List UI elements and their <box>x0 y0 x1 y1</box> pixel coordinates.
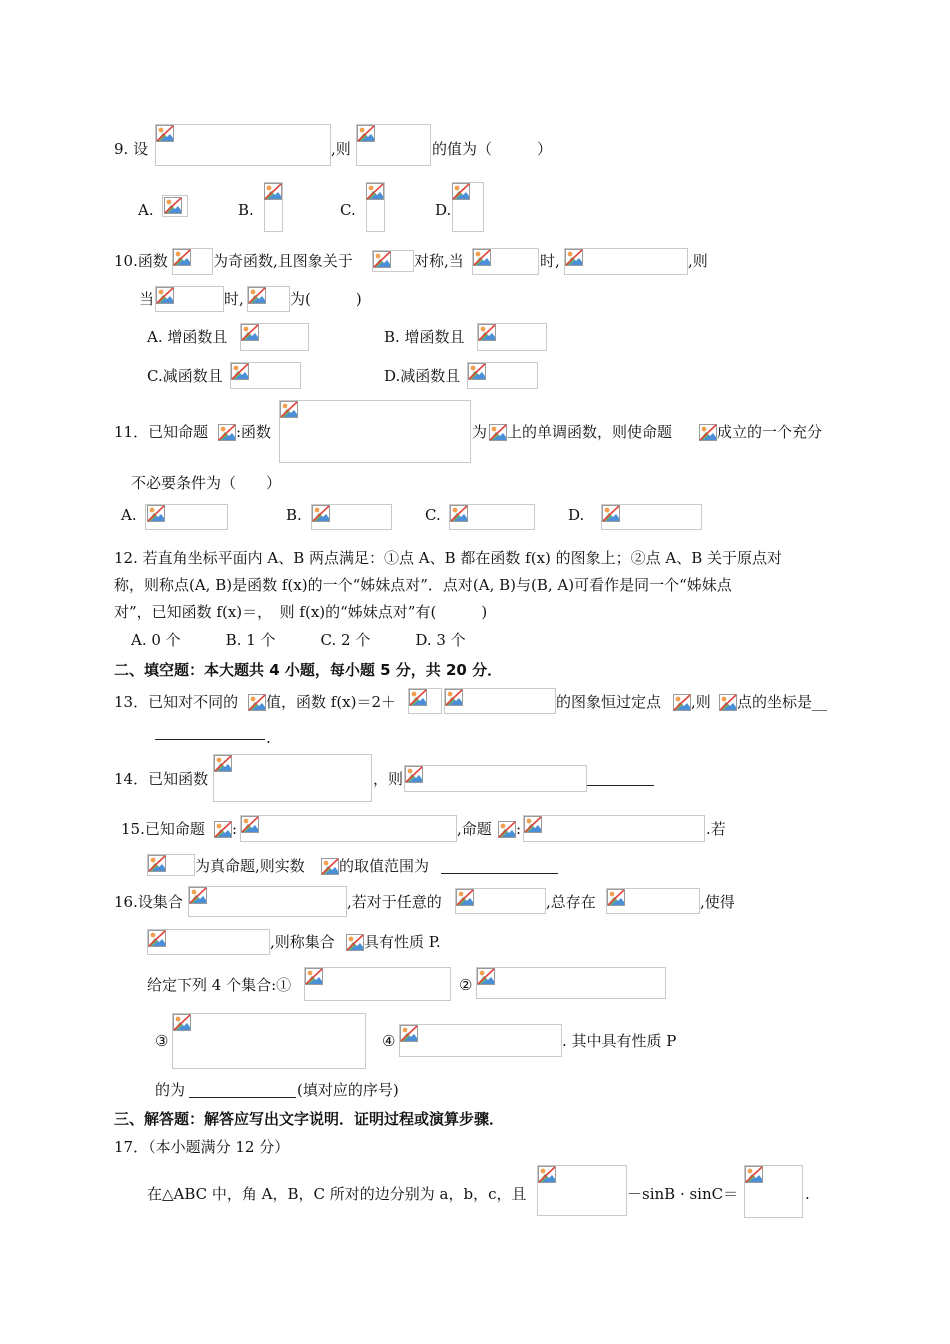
q9-option-b: B. <box>238 201 254 219</box>
q10-text-6: 当 <box>139 290 155 308</box>
q14-text-2: ，则 <box>373 770 404 788</box>
broken-image-icon <box>189 887 207 904</box>
broken-image-icon <box>699 424 717 441</box>
broken-image-icon <box>147 505 165 522</box>
q15-text-2: : <box>232 820 238 838</box>
broken-image-icon <box>452 183 470 200</box>
q11-text-2: :函数 <box>236 423 272 441</box>
formula-box <box>399 1024 562 1057</box>
q10-option-d: D.减函数且 <box>384 367 461 385</box>
broken-image-icon <box>264 183 282 200</box>
q15-text-1: 15.已知命题 <box>121 820 205 838</box>
broken-image-icon <box>673 694 691 711</box>
q17-text-2: －sinB · sinC＝ <box>627 1185 739 1203</box>
q16-text-12: 的为 <box>155 1081 186 1099</box>
broken-image-icon <box>456 889 474 906</box>
broken-image-icon <box>473 249 491 266</box>
q11-text-5: 成立的一个充分 <box>717 423 823 441</box>
broken-image-icon <box>312 505 330 522</box>
q15-text-7: 的取值范围为 <box>339 857 430 875</box>
q16-text-10: ④ <box>382 1032 396 1050</box>
q11-text-4: 上的单调函数，则使命题 <box>507 423 673 441</box>
q10-text-2: 为奇函数,且图象关于 <box>213 252 353 270</box>
q13-text-1: 13．已知对不同的 <box>114 693 239 711</box>
q14-text-1: 14．已知函数 <box>114 770 209 788</box>
q13-text-4: ,则 <box>691 693 711 711</box>
broken-image-icon <box>357 125 375 142</box>
q10-option-b: B. 增函数且 <box>384 328 465 346</box>
broken-image-icon <box>409 689 427 706</box>
q13-text-6: . <box>266 729 271 747</box>
q10-text-3: 对称,当 <box>414 252 464 270</box>
q16-text-8: ② <box>459 976 473 994</box>
section-3-heading: 三、解答题：解答应写出文字说明．证明过程或演算步骤． <box>114 1110 505 1128</box>
broken-image-icon <box>214 821 232 838</box>
q13-text-5: 点的坐标是__ <box>737 693 828 711</box>
q9-stem-mid: ,则 <box>331 140 351 158</box>
broken-image-icon <box>231 363 249 380</box>
broken-image-icon <box>164 197 182 214</box>
formula-box <box>188 886 347 917</box>
q9-option-c: C. <box>340 201 356 219</box>
broken-image-icon <box>719 694 737 711</box>
broken-image-icon <box>321 858 339 875</box>
q11-option-b: B. <box>286 506 302 524</box>
broken-image-icon <box>173 1014 191 1031</box>
q15-text-3: ,命题 <box>457 820 492 838</box>
broken-image-icon <box>498 821 516 838</box>
formula-box <box>172 1013 366 1069</box>
q9-stem-start: 9. 设 <box>114 140 149 158</box>
q16-text-7: 给定下列 4 个集合:① <box>147 976 292 994</box>
q17-text-3: . <box>805 1185 810 1203</box>
broken-image-icon <box>148 855 166 872</box>
q11-option-d: D. <box>568 506 585 524</box>
broken-image-icon <box>607 889 625 906</box>
q11-text-1: 11．已知命题 <box>114 423 209 441</box>
q9-stem-end: 的值为（ ） <box>432 140 553 158</box>
broken-image-icon <box>156 125 174 142</box>
q16-text-1: 16.设集合 <box>114 893 183 911</box>
broken-image-icon <box>346 934 364 951</box>
broken-image-icon <box>745 1166 763 1183</box>
q13-text-3: 的图象恒过定点 <box>556 693 662 711</box>
broken-image-icon <box>468 363 486 380</box>
q11-option-a: A. <box>121 506 137 524</box>
q9-option-a: A. <box>138 201 154 219</box>
q13-text-2: 值，函数 f(x)＝2＋ <box>266 693 397 711</box>
q11-option-c: C. <box>425 506 441 524</box>
answer-blank <box>441 873 558 874</box>
q16-text-5: ,则称集合 <box>270 933 335 951</box>
q12-line-1: 12. 若直角坐标平面内 A、B 两点满足：①点 A、B 都在函数 f(x) 的图象上；②点 A、B 关于原点对 <box>114 549 783 567</box>
q16-text-13: (填对应的序号) <box>297 1081 399 1099</box>
broken-image-icon <box>248 287 266 304</box>
q10-option-c: C.减函数且 <box>147 367 223 385</box>
q16-text-3: ,总存在 <box>546 893 596 911</box>
broken-image-icon <box>305 968 323 985</box>
q9-option-d: D. <box>435 201 452 219</box>
broken-image-icon <box>450 505 468 522</box>
q11-text-3: 为 <box>472 423 488 441</box>
formula-box <box>304 967 451 1001</box>
broken-image-icon <box>248 694 266 711</box>
q15-text-6: 为真命题,则实数 <box>195 857 305 875</box>
answer-blank <box>189 1097 296 1098</box>
q12-line-2: 称，则称点(A, B)是函数 f(x)的一个“姊妹点对”．点对(A, B)与(B, A)可看作是同一个“姊妹点 <box>114 576 732 594</box>
q15-text-4: : <box>516 820 522 838</box>
broken-image-icon <box>373 251 391 268</box>
formula-box <box>523 815 705 842</box>
q15-text-5: .若 <box>706 820 726 838</box>
broken-image-icon <box>477 968 495 985</box>
broken-image-icon <box>602 505 620 522</box>
q17-title: 17．（本小题满分 12 分） <box>114 1138 290 1156</box>
formula-box <box>213 754 372 802</box>
q12-options: A. 0 个 B. 1 个 C. 2 个 D. 3 个 <box>131 631 466 649</box>
q10-text-1: 10.函数 <box>114 252 168 270</box>
q16-text-2: ,若对于任意的 <box>347 893 442 911</box>
formula-box <box>240 815 457 842</box>
broken-image-icon <box>241 324 259 341</box>
answer-blank <box>155 739 265 740</box>
broken-image-icon <box>173 249 191 266</box>
broken-image-icon <box>400 1025 418 1042</box>
broken-image-icon <box>218 424 236 441</box>
broken-image-icon <box>524 816 542 833</box>
q10-text-8: 为( ) <box>290 290 362 308</box>
broken-image-icon <box>366 183 384 200</box>
section-2-heading: 二、填空题：本大题共 4 小题，每小题 5 分，共 20 分． <box>114 661 503 679</box>
q11-text-6: 不必要条件为（ ） <box>131 474 282 492</box>
broken-image-icon <box>241 816 259 833</box>
formula-box <box>155 124 331 166</box>
broken-image-icon <box>405 766 423 783</box>
q17-text-1: 在△ABC 中，角 A，B，C 所对的边分别为 a，b，c，且 <box>147 1185 527 1203</box>
broken-image-icon <box>280 401 298 418</box>
q10-option-a: A. 增函数且 <box>147 328 228 346</box>
q12-line-3: 对”，已知函数 f(x)＝， 则 f(x)的“姊妹点对”有( ) <box>114 603 488 621</box>
q16-text-4: ,使得 <box>700 893 735 911</box>
broken-image-icon <box>489 424 507 441</box>
broken-image-icon <box>565 249 583 266</box>
q16-text-11: . 其中具有性质 P <box>562 1032 677 1050</box>
broken-image-icon <box>156 287 174 304</box>
broken-image-icon <box>148 930 166 947</box>
q10-text-5: ,则 <box>688 252 708 270</box>
q10-text-4: 时, <box>540 252 560 270</box>
broken-image-icon <box>445 689 463 706</box>
broken-image-icon <box>214 755 232 772</box>
q16-text-9: ③ <box>155 1032 169 1050</box>
broken-image-icon <box>538 1166 556 1183</box>
broken-image-icon <box>478 324 496 341</box>
answer-blank <box>587 785 654 786</box>
q10-text-7: 时, <box>224 290 244 308</box>
formula-box <box>279 400 471 463</box>
formula-box <box>476 967 666 999</box>
q16-text-6: 具有性质 P. <box>364 933 441 951</box>
formula-box <box>404 765 587 792</box>
